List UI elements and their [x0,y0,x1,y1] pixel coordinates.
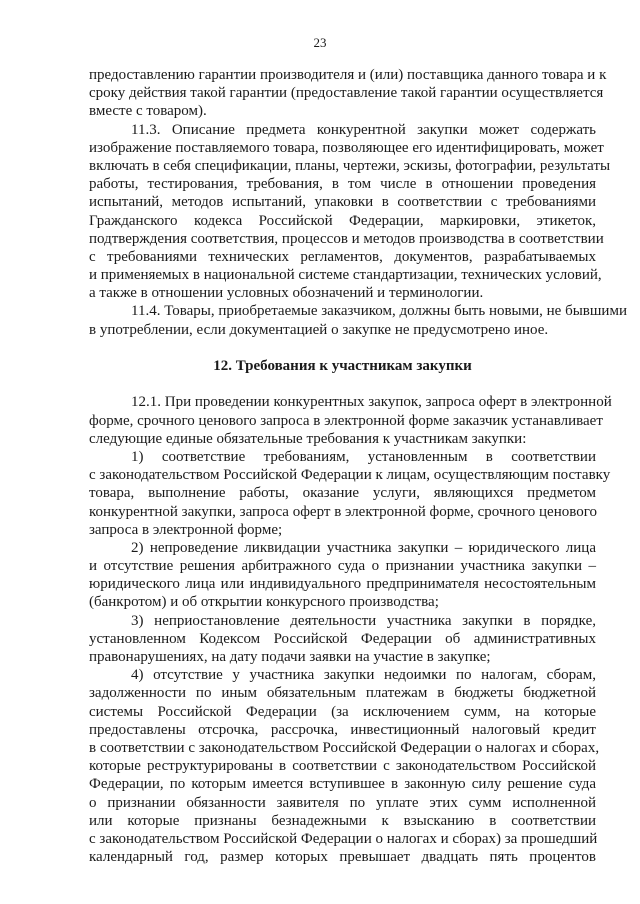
text-line: 11.4. Товары, приобретаемые заказчиком, должны быть новыми, не бывшими [131,303,627,320]
text-line: с законодательством Российской Федерации к лицам, осуществляющим поставку [89,467,611,484]
text-line: Гражданского кодекса Российской Федерации, маркировки, этикеток, [89,212,596,229]
text-line: конкурентной закупки, запроса оферт в электронной форме, срочного ценового [89,503,597,520]
text-line: товара, выполнение работы, оказание услуги, являющихся предметом [89,485,596,502]
page-number: 23 [313,35,327,50]
text-line: 11.3. Описание предмета конкурентной закупки может содержать [131,121,596,138]
text-line: с требованиями технических регламентов, документов, разрабатываемых [89,248,596,265]
text-line: форме, срочного ценового запроса в электронной форме заказчик устанавливает [89,412,603,429]
text-line: а также в отношении условных обозначений и терминологии. [89,285,484,302]
text-line: 12.1. При проведении конкурентных закупок, запроса оферт в электронной [131,394,612,411]
text-line: включать в себя спецификации, планы, чертежи, эскизы, фотографии, результаты [89,157,611,174]
text-line: системы Российской Федерации (за исключением сумм, на которые [89,703,596,720]
text-line: испытаний, методов испытаний, упаковки в соответствии с требованиями [89,194,596,211]
text-line: календарный год, размер которых превышает двадцать пять процентов [89,849,596,866]
text-line: 4) отсутствие у участника закупки недоимки по налогам, сборам, [131,667,596,684]
text-line: работы, тестирования, требования, в том числе в отношении проведения [89,176,596,193]
spacer [89,375,596,393]
text-line: или которые признаны безнадежными к взысканию в соответствии [89,812,596,829]
text-line: подтверждения соответствия, процессов и методов производства в соответствии [89,230,604,247]
text-line: Федерации, по которым имеется вступившее в законную силу решение суда [89,776,596,793]
text-line: установленном Кодексом Российской Федерации об административных [89,630,596,647]
text-line: 1) соответствие требованиям, установленным в соответствии [131,448,596,465]
text-line: изображение поставляемого товара, позволяющее его идентифицировать, может [89,139,604,156]
text-line: и отсутствие решения арбитражного суда о признании участника закупки – [89,558,596,575]
text-line: предоставлению гарантии производителя и (или) поставщика данного товара и к [89,67,607,83]
section-heading: 12. Требования к участникам закупки [213,358,472,374]
text-line: правонарушениях, на дату подачи заявки на участие в закупке; [89,649,491,665]
text-line: в употреблении, если документацией о закупке не предусмотрено иное. [89,321,549,338]
document-body [89,66,627,866]
text-line: предоставлены отсрочка, рассрочка, инвестиционный налоговый кредит [89,721,596,738]
text-line: 3) неприостановление деятельности участника закупки в порядке, [131,612,596,629]
text-line: юридического лица или индивидуального предпринимателя несостоятельным [89,576,596,593]
text-line: запроса в электронной форме; [89,521,283,538]
text-line: задолженности по иным обязательным платежам в бюджеты бюджетной [89,685,596,702]
text-line: вместе с товаром). [89,103,207,120]
spacer [89,339,596,357]
text-line: о признании обязанности заявителя по уплате этих сумм исполненной [89,794,596,811]
text-line: которые реструктурированы в соответствии с законодательством Российской [89,758,596,775]
text-line: (банкротом) и об открытии конкурсного производства; [89,594,439,611]
text-line: в соответствии с законодательством Российской Федерации о налогах и сборах, [89,739,600,756]
text-line: с законодательством Российской Федерации о налогах и сборах) за прошедший [89,830,598,847]
text-line: и применяемых в национальной системе стандартизации, технических условий, [89,267,602,284]
text-line: следующие единые обязательные требования к участникам закупки: [89,430,527,447]
text-line: 2) непроведение ликвидации участника закупки – юридического лица [131,539,596,556]
text-line: сроку действия такой гарантии (предоставление такой гарантии осуществляется [89,85,604,102]
